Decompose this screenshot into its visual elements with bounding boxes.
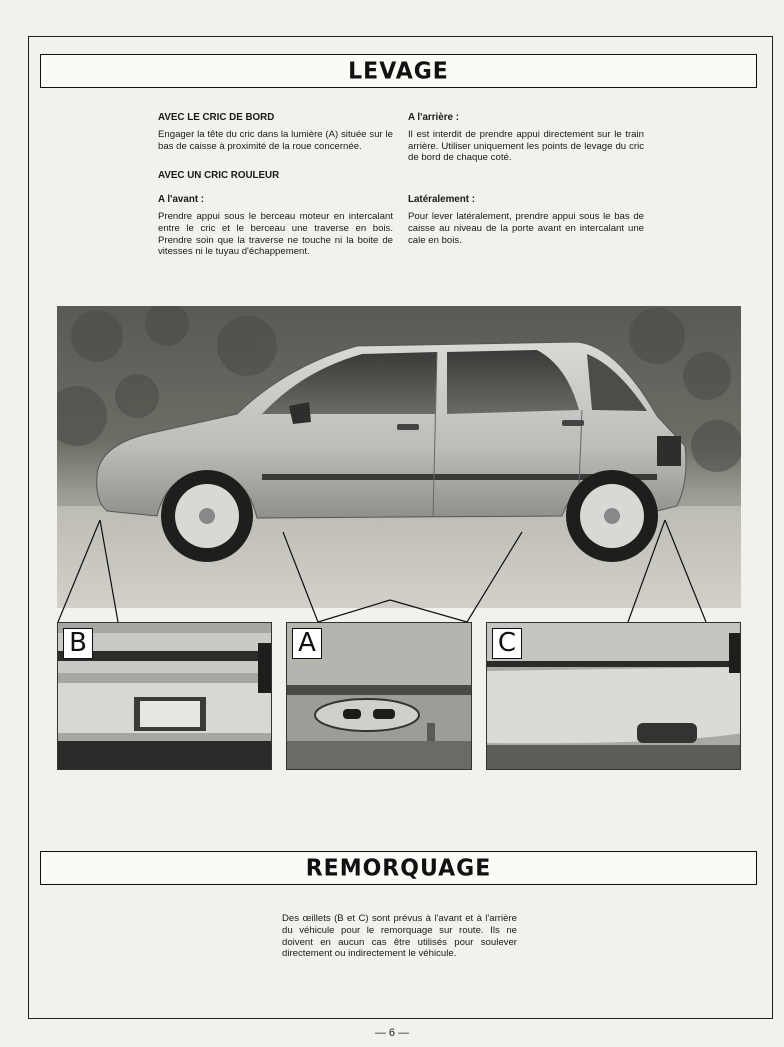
- inset-c-label: C: [492, 628, 522, 659]
- remorquage-title: REMORQUAGE: [305, 854, 492, 882]
- remorquage-text: Des œillets (B et C) sont prévus à l'avant et à l'arrière du véhicule pour le remorquage sur route. Ils ne doivent en aucun cas être utilisés pour soulever directement ou indirectement le véhicule.: [282, 913, 517, 960]
- arriere-text: Il est interdit de prendre appui directement sur le train arrière. Utiliser uniquement les points de levage du cric de bord de chaque coté.: [408, 128, 644, 164]
- inset-a-jack-point: [286, 622, 472, 770]
- page-number: — 6 —: [374, 1027, 410, 1039]
- inset-b-front-tow-hook: [57, 622, 272, 770]
- remorquage-title-box: [40, 851, 757, 885]
- cric-rouleur-heading: AVEC UN CRIC ROULEUR: [158, 170, 280, 182]
- cric-bord-heading: AVEC LE CRIC DE BORD: [158, 112, 275, 123]
- inset-c-rear-tow-hook: [486, 622, 741, 770]
- avant-text: Prendre appui sous le berceau moteur en intercalant entre le cric et le berceau une traverse en bois. Prendre soin que la traverse ne touche ni la boite de vitesses ni le tuyau d'échappement.: [158, 210, 393, 258]
- inset-a-label: A: [292, 628, 322, 659]
- cric-bord-text: Engager la tête du cric dans la lumière (A) située sur le bas de caisse à proximité de la roue concernée.: [158, 128, 393, 152]
- lateralement-heading: Latéralement :: [408, 194, 475, 206]
- levage-title: LEVAGE: [348, 57, 449, 85]
- arriere-heading: A l'arrière :: [408, 112, 459, 123]
- inset-b-label: B: [63, 628, 93, 659]
- avant-heading: A l'avant :: [158, 194, 205, 206]
- lateralement-text: Pour lever latéralement, prendre appui sous le bas de caisse au niveau de la porte avant en intercalant une cale en bois.: [408, 210, 644, 246]
